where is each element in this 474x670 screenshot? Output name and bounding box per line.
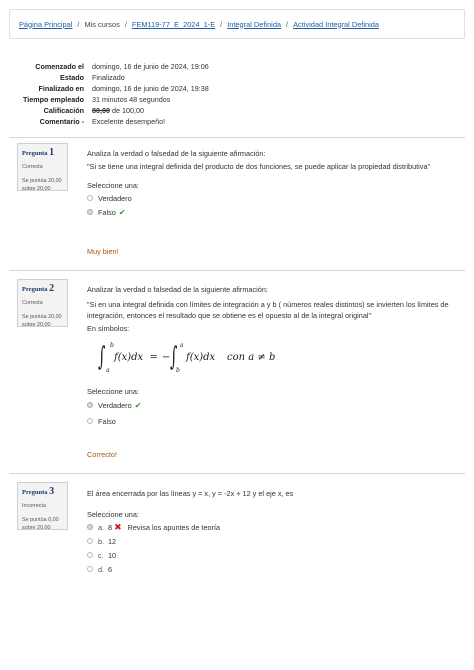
summary-row-state xyxy=(0,73,474,83)
radio-button-selected[interactable] xyxy=(87,524,93,530)
question-feedback: Correcto! xyxy=(87,450,118,459)
upper-limit: b xyxy=(110,342,114,349)
select-label: Seleccione una: xyxy=(87,387,139,396)
grade-total: de 100,00 xyxy=(110,106,144,115)
question-1-body xyxy=(87,148,457,219)
option-label: 8 xyxy=(108,522,113,532)
summary-value: domingo, 16 de junio de 2024, 19:38 xyxy=(92,84,209,93)
question-feedback: Muy bien! xyxy=(87,247,119,256)
answer-option-c[interactable] xyxy=(87,548,457,562)
lower-limit: b xyxy=(176,367,180,374)
option-label: 10 xyxy=(108,550,117,560)
radio-button-selected[interactable] xyxy=(87,209,93,215)
option-label: 12 xyxy=(108,536,117,546)
breadcrumb-separator: / xyxy=(220,19,223,29)
summary-row-grade xyxy=(0,106,474,116)
summary-row-time xyxy=(0,95,474,105)
divider xyxy=(9,137,465,138)
integral-sign: ∫ xyxy=(170,342,178,372)
cross-icon: ✖ xyxy=(114,521,122,532)
question-prompt: Analizar la verdad o falsedad de la siguiente afirmación: xyxy=(87,285,268,294)
question-state: Correcta xyxy=(22,164,43,170)
summary-value: 31 minutos 48 segundos xyxy=(92,95,171,104)
integrand: f(x)dx = xyxy=(114,352,158,363)
question-title: Pregunta 3 xyxy=(22,486,55,497)
option-label: Falso xyxy=(98,207,116,217)
radio-button[interactable] xyxy=(87,195,93,201)
select-label: Seleccione una: xyxy=(87,181,139,190)
question-prompt: El área encerrada por las líneas y = x, y = -2x + 12 y el eje x, es xyxy=(87,489,294,498)
question-mark: Se puntúa 0,00 sobre 20,00 xyxy=(22,517,59,531)
summary-label: Estado xyxy=(60,73,84,82)
summary-label: Calificación xyxy=(43,106,84,115)
answer-option-falso[interactable] xyxy=(87,205,457,219)
question-statement: "Si se tiene una integral definida del producto de dos funciones, se puede aplicar la propiedad distributiva" xyxy=(87,162,431,171)
symbols-label: En símbolos: xyxy=(87,324,130,333)
summary-value: Excelente desempeño! xyxy=(92,117,166,126)
option-feedback: Revisa los apuntes de teoría xyxy=(127,522,221,532)
question-2-answers xyxy=(87,387,457,428)
option-label: Verdadero xyxy=(98,193,132,203)
breadcrumb-courses: Mis cursos xyxy=(84,19,120,29)
summary-value: Finalizado xyxy=(92,73,125,82)
attempt-summary xyxy=(0,62,474,132)
question-1-info xyxy=(17,143,68,191)
select-label: Seleccione una: xyxy=(87,510,139,519)
summary-label: Comenzado el xyxy=(35,62,84,71)
question-state: Correcta xyxy=(22,300,43,306)
option-letter: b. xyxy=(98,536,105,546)
question-prompt: Analiza la verdad o falsedad de la siguiente afirmación: xyxy=(87,149,266,158)
option-letter: c. xyxy=(98,550,104,560)
question-state: Incorrecta xyxy=(22,503,46,509)
question-3-info xyxy=(17,482,68,530)
lower-limit: a xyxy=(106,367,110,374)
answer-option-d[interactable] xyxy=(87,562,457,576)
answer-option-verdadero[interactable] xyxy=(87,398,457,412)
answer-option-b[interactable] xyxy=(87,534,457,548)
option-letter: d. xyxy=(98,564,105,574)
question-2-info xyxy=(17,279,68,327)
option-letter: a. xyxy=(98,522,105,532)
radio-button-selected[interactable] xyxy=(87,402,93,408)
breadcrumb-separator: / xyxy=(124,19,127,29)
checkmark-icon: ✔ xyxy=(118,207,126,217)
divider xyxy=(9,473,465,474)
checkmark-icon: ✔ xyxy=(134,400,142,410)
summary-row-comment xyxy=(0,117,474,127)
upper-limit: a xyxy=(180,342,184,349)
answer-option-verdadero[interactable] xyxy=(87,191,457,205)
breadcrumb-separator: / xyxy=(286,19,289,29)
breadcrumb-course-link[interactable]: FEM119-77_E_2024_1-E xyxy=(131,19,216,29)
option-label: Falso xyxy=(98,416,116,426)
breadcrumb-activity-link[interactable]: Actividad Integral Definida xyxy=(293,19,379,29)
grade-value: 80,00 xyxy=(92,106,110,115)
answer-option-falso[interactable] xyxy=(87,414,457,428)
radio-button[interactable] xyxy=(87,552,93,558)
breadcrumb-home-link[interactable]: Página Principal xyxy=(19,19,73,29)
option-label: 6 xyxy=(108,564,113,574)
question-title: Pregunta 2 xyxy=(22,283,55,294)
summary-value xyxy=(92,106,144,115)
minus-sign: − xyxy=(162,352,171,363)
radio-button[interactable] xyxy=(87,418,93,424)
summary-row-finished xyxy=(0,84,474,94)
breadcrumb-section-link[interactable]: Integral Definida xyxy=(227,19,282,29)
summary-row-started xyxy=(0,62,474,72)
summary-label: Comentario - xyxy=(39,117,84,126)
question-mark: Se puntúa 20,00 sobre 20,00 xyxy=(22,178,62,192)
answer-option-a[interactable] xyxy=(87,520,457,534)
condition: con a ≠ b xyxy=(227,352,276,363)
integral-sign: ∫ xyxy=(98,342,106,372)
question-2-body xyxy=(87,284,457,334)
radio-button[interactable] xyxy=(87,566,93,572)
summary-label: Tiempo empleado xyxy=(23,95,84,104)
radio-button[interactable] xyxy=(87,538,93,544)
question-mark: Se puntúa 20,00 sobre 20,00 xyxy=(22,314,62,328)
integrand: f(x)dx xyxy=(186,352,216,363)
divider xyxy=(9,270,465,271)
integral-formula xyxy=(96,340,296,376)
breadcrumb xyxy=(9,9,465,39)
question-3-body xyxy=(87,488,457,576)
breadcrumb-separator: / xyxy=(77,19,80,29)
question-title: Pregunta 1 xyxy=(22,147,55,158)
summary-value: domingo, 16 de junio de 2024, 19:06 xyxy=(92,62,209,71)
option-label: Verdadero xyxy=(98,400,132,410)
question-statement: "Si en una integral definida con límites de integración a y b ( números reales distintos) se invierten los límites de integración, entonces el resultado que se obtiene es el opuesto al de la integral original" xyxy=(87,300,449,320)
summary-label: Finalizado en xyxy=(38,84,84,93)
